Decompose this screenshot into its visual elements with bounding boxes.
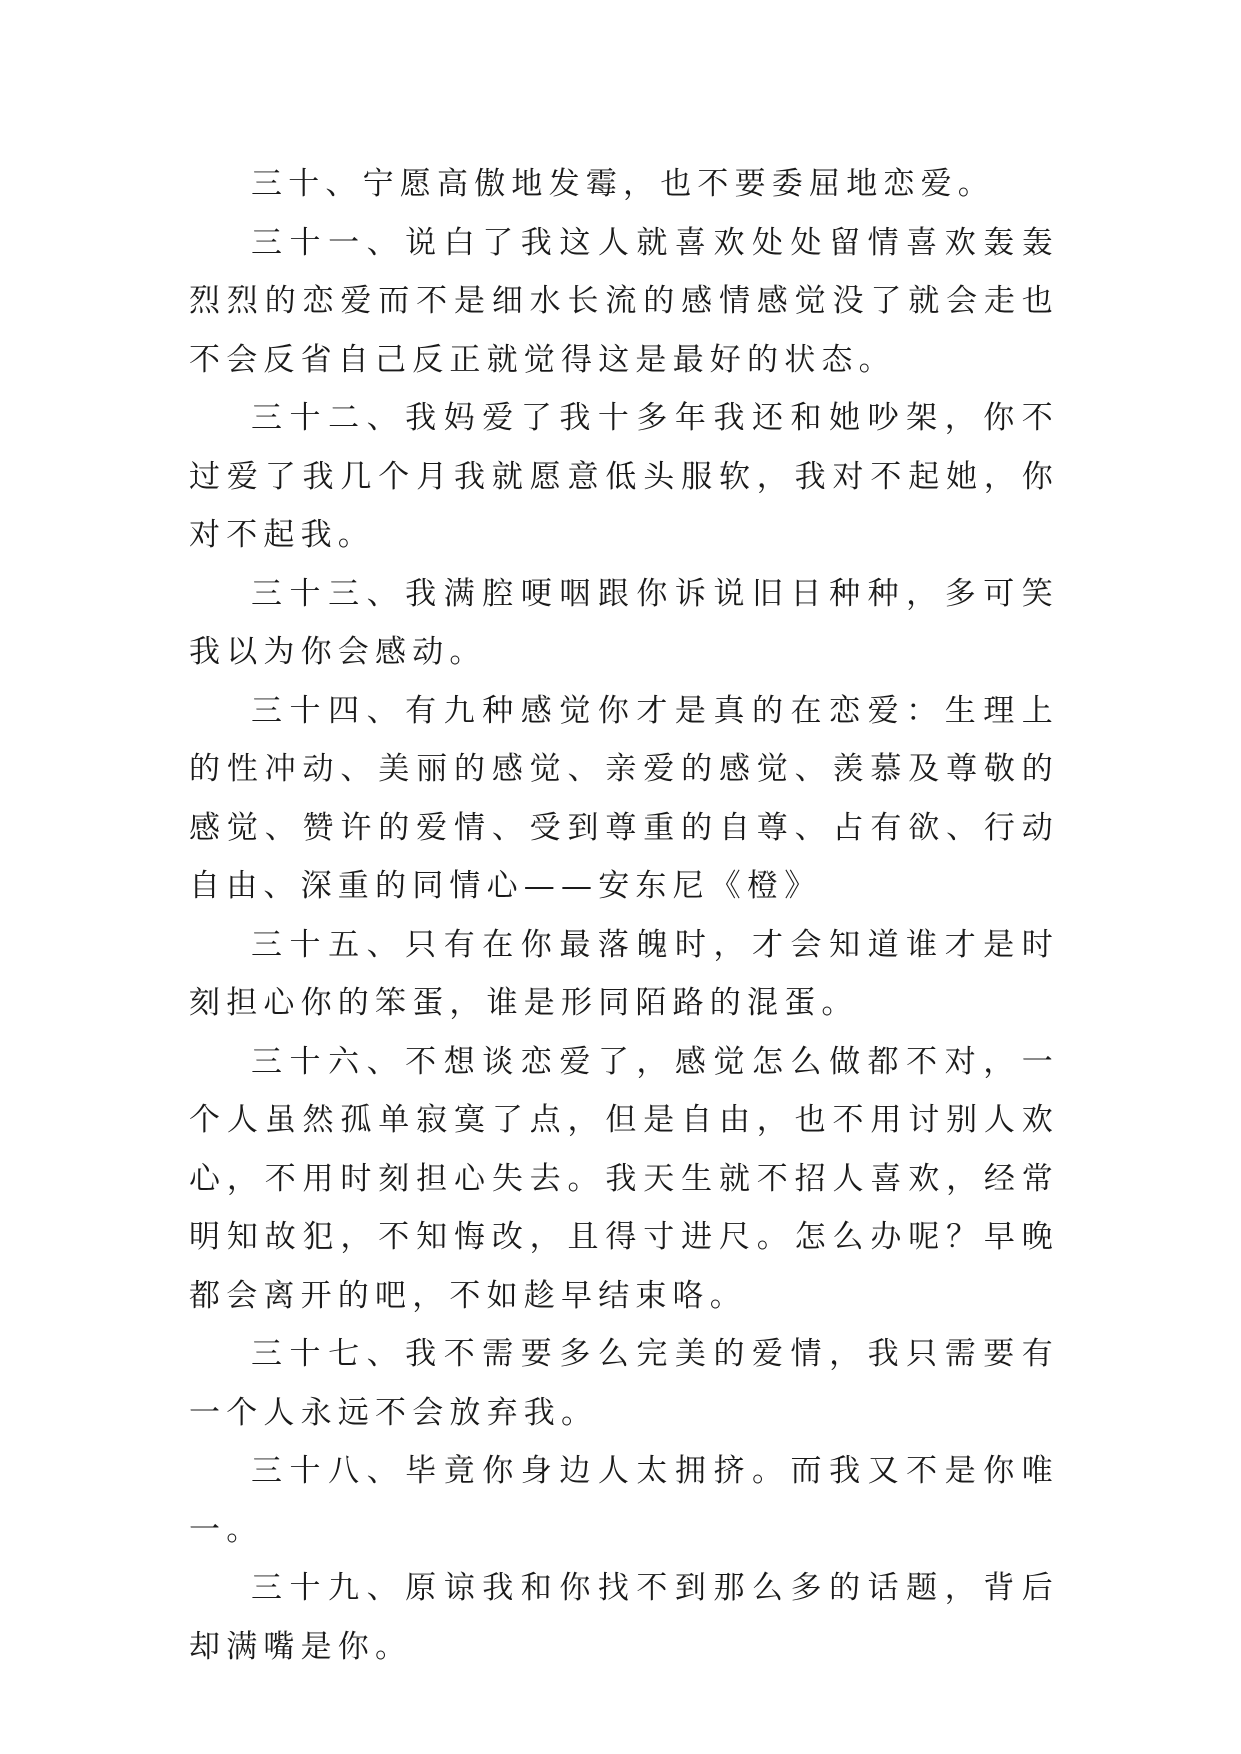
paragraph-38: 三十八、毕竟你身边人太拥挤。而我又不是你唯一。 <box>189 1453 1059 1548</box>
paragraph-31: 三十一、说白了我这人就喜欢处处留情喜欢轰轰烈烈的恋爱而不是细水长流的感情感觉没了就会走也不会反省自己反正就觉得这是最好的状态。 <box>189 224 1059 378</box>
paragraph-36: 三十六、不想谈恋爱了，感觉怎么做都不对，一个人虽然孤单寂寞了点，但是自由，也不用讨别人欢心，不用时刻担心失去。我天生就不招人喜欢，经常明知故犯，不知悔改，且得寸进尺。怎么办呢？早晚都会离开的吧，不如趁早结束咯。 <box>189 1043 1059 1314</box>
paragraph-34: 三十四、有九种感觉你才是真的在恋爱：生理上的性冲动、美丽的感觉、亲爱的感觉、羡慕及尊敬的感觉、赞许的爱情、受到尊重的自尊、占有欲、行动自由、深重的同情心——安东尼《橙》 <box>189 692 1059 904</box>
paragraph-32: 三十二、我妈爱了我十多年我还和她吵架，你不过爱了我几个月我就愿意低头服软，我对不起她，你对不起我。 <box>189 400 1059 553</box>
paragraph-37: 三十七、我不需要多么完美的爱情，我只需要有一个人永远不会放弃我。 <box>189 1336 1059 1431</box>
document-body <box>189 155 1059 1676</box>
paragraph-33: 三十三、我满腔哽咽跟你诉说旧日种种，多可笑我以为你会感动。 <box>189 575 1059 670</box>
paragraph-39: 三十九、原谅我和你找不到那么多的话题，背后却满嘴是你。 <box>189 1570 1059 1665</box>
paragraph-30: 三十、宁愿高傲地发霉，也不要委屈地恋爱。 <box>251 166 995 202</box>
paragraph-35: 三十五、只有在你最落魄时，才会知道谁才是时刻担心你的笨蛋，谁是形同陌路的混蛋。 <box>189 926 1059 1021</box>
